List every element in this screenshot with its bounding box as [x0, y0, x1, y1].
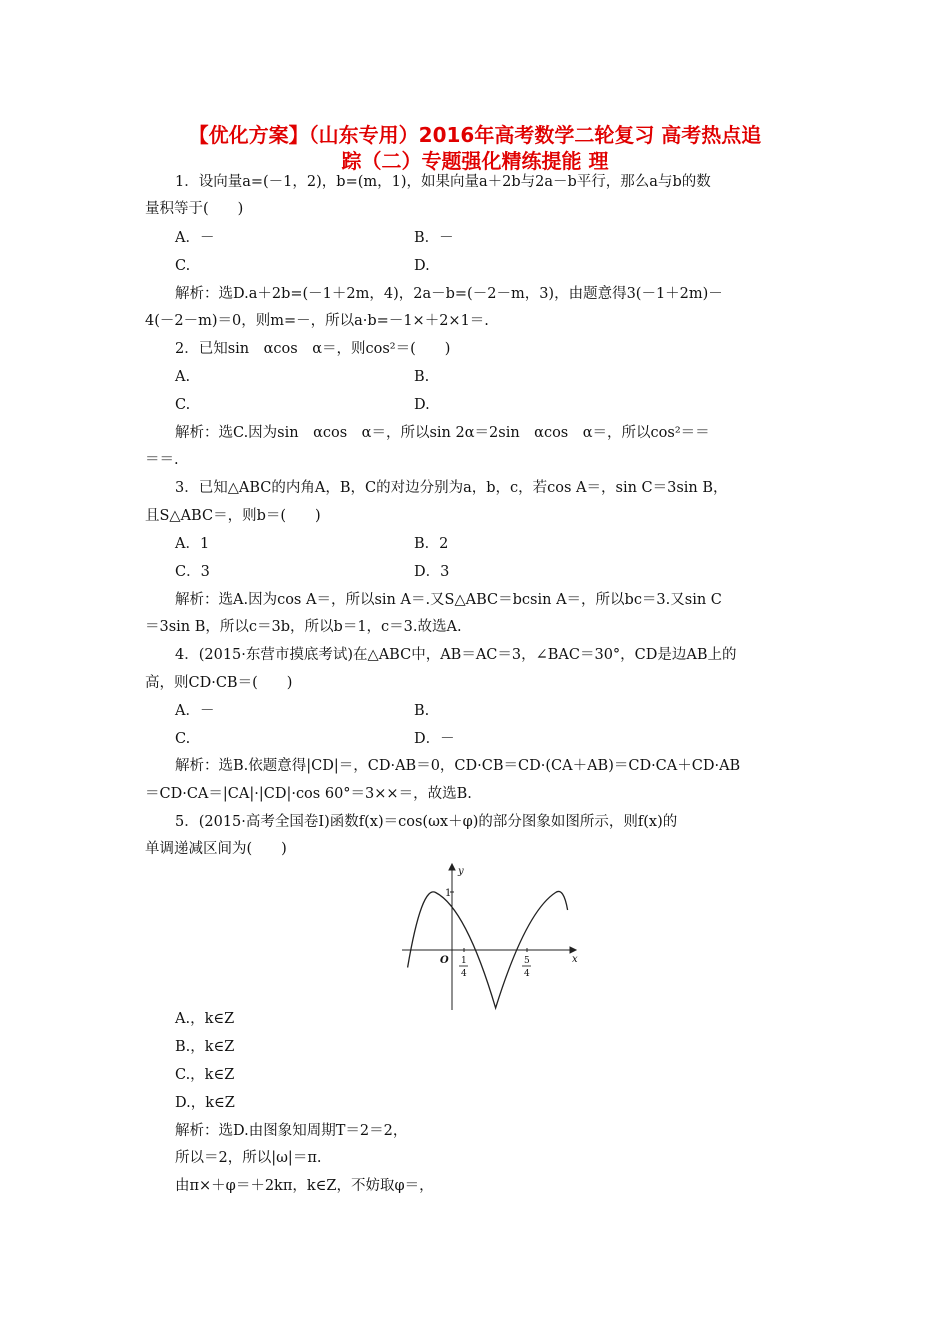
q4-option-a: A．－	[175, 703, 215, 719]
q3-option-a: A．1	[175, 536, 210, 552]
title-line-1: 【优化方案】（山东专用）2016年高考数学二轮复习 高考热点追	[188, 123, 762, 147]
q2-option-d: D.	[414, 397, 430, 413]
q4-option-d: D．－	[414, 731, 455, 747]
q4-stem-line1: 4．(2015·东营市摸底考试)在△ABC中，AB＝AC＝3，∠BAC＝30°，CD是边AB上的	[175, 647, 737, 663]
y-axis-label: y	[458, 866, 464, 877]
q4-stem-line2: 高，则CD·CB＝( )	[145, 675, 293, 691]
q5-option-a: A.，k∈Z	[175, 1011, 235, 1027]
document-title	[110, 122, 840, 174]
q3-stem-line2: 且S△ABC＝，则b＝( )	[145, 508, 321, 524]
x-axis-label: x	[572, 954, 578, 965]
q1-solution-line1: 解析：选D.a＋2b=(－1＋2m，4)，2a－b=(－2－m，3)，由题意得3(－1＋2m)－	[175, 286, 723, 302]
x-axis-arrow	[570, 947, 576, 953]
q2-option-b: B.	[414, 369, 430, 385]
q5-option-d: D.，k∈Z	[175, 1095, 235, 1111]
q3-option-c: C．3	[175, 564, 210, 580]
q2-solution-line1: 解析：选C.因为sin αcos α＝，所以sin 2α＝2sin αcos α＝，所以cos²＝＝	[175, 425, 710, 441]
q1-stem-line2: 量积等于( )	[145, 201, 244, 217]
x-tick-quarter-num: 1	[461, 956, 467, 966]
q5-stem-line1: 5．(2015·高考全国卷Ⅰ)函数f(x)＝cos(ωx＋φ)的部分图象如图所示，则f(x)的	[175, 814, 678, 830]
q1-solution-line2: 4(－2－m)＝0，则m=－，所以a·b=－1×＋2×1＝.	[145, 313, 489, 329]
q5-solution-line2: 所以＝2，所以|ω|＝π.	[175, 1150, 322, 1166]
y-one-label: 1	[445, 888, 452, 899]
q3-option-b: B．2	[414, 536, 449, 552]
q3-option-d: D．3	[414, 564, 450, 580]
q1-option-b: B．－	[414, 230, 454, 246]
origin-label: O	[440, 955, 449, 966]
q3-solution-line1: 解析：选A.因为cos A＝，所以sin A＝.又S△ABC＝bcsin A＝，所以bc＝3.又sin C	[175, 592, 722, 608]
q2-option-c: C.	[175, 397, 191, 413]
q5-stem-line2: 单调递减区间为( )	[145, 841, 287, 857]
q4-option-b: B.	[414, 703, 430, 719]
q3-stem-line1: 3．已知△ABC的内角A，B，C的对边分别为a，b，c，若cos A＝，sin C＝3sin B，	[175, 480, 728, 496]
q5-option-b: B.，k∈Z	[175, 1039, 235, 1055]
q4-solution-line1: 解析：选B.依题意得|CD|＝，CD·AB＝0，CD·CB＝CD·(CA＋AB)＝CD·CA＋CD·AB	[175, 758, 741, 774]
q1-stem-line1: 1．设向量a=(－1，2)，b=(m，1)，如果向量a＋2b与2a－b平行，那么a与b的数	[175, 174, 711, 190]
q4-option-c: C.	[175, 731, 191, 747]
q5-option-c: C.，k∈Z	[175, 1067, 235, 1083]
q1-option-d: D.	[414, 258, 430, 274]
q3-solution-line2: ＝3sin B，所以c＝3b，所以b＝1，c＝3.故选A.	[145, 619, 462, 635]
q1-option-c: C.	[175, 258, 191, 274]
q2-option-a: A.	[175, 369, 191, 385]
title-line-2: 踪（二）专题强化精练提能 理	[341, 149, 609, 173]
q1-option-a: A．－	[175, 230, 215, 246]
x-tick-quarter-den: 4	[461, 969, 467, 979]
q4-solution-line2: ＝CD·CA＝|CA|·|CD|·cos 60°＝3××＝，故选B.	[145, 786, 472, 802]
x-tick-five-quarters-num: 5	[524, 956, 530, 966]
x-tick-five-quarters-den: 4	[524, 969, 530, 979]
q2-stem-line1: 2．已知sin αcos α＝，则cos²＝( )	[175, 341, 451, 357]
q2-solution-line2: ＝＝.	[145, 452, 179, 468]
y-axis-arrow	[449, 864, 455, 870]
cosine-graph-figure	[400, 862, 584, 1012]
q5-solution-line3: 由π×＋φ＝＋2kπ，k∈Z，不妨取φ＝，	[175, 1178, 434, 1194]
q5-solution-line1: 解析：选D.由图象知周期T＝2＝2，	[175, 1123, 408, 1139]
